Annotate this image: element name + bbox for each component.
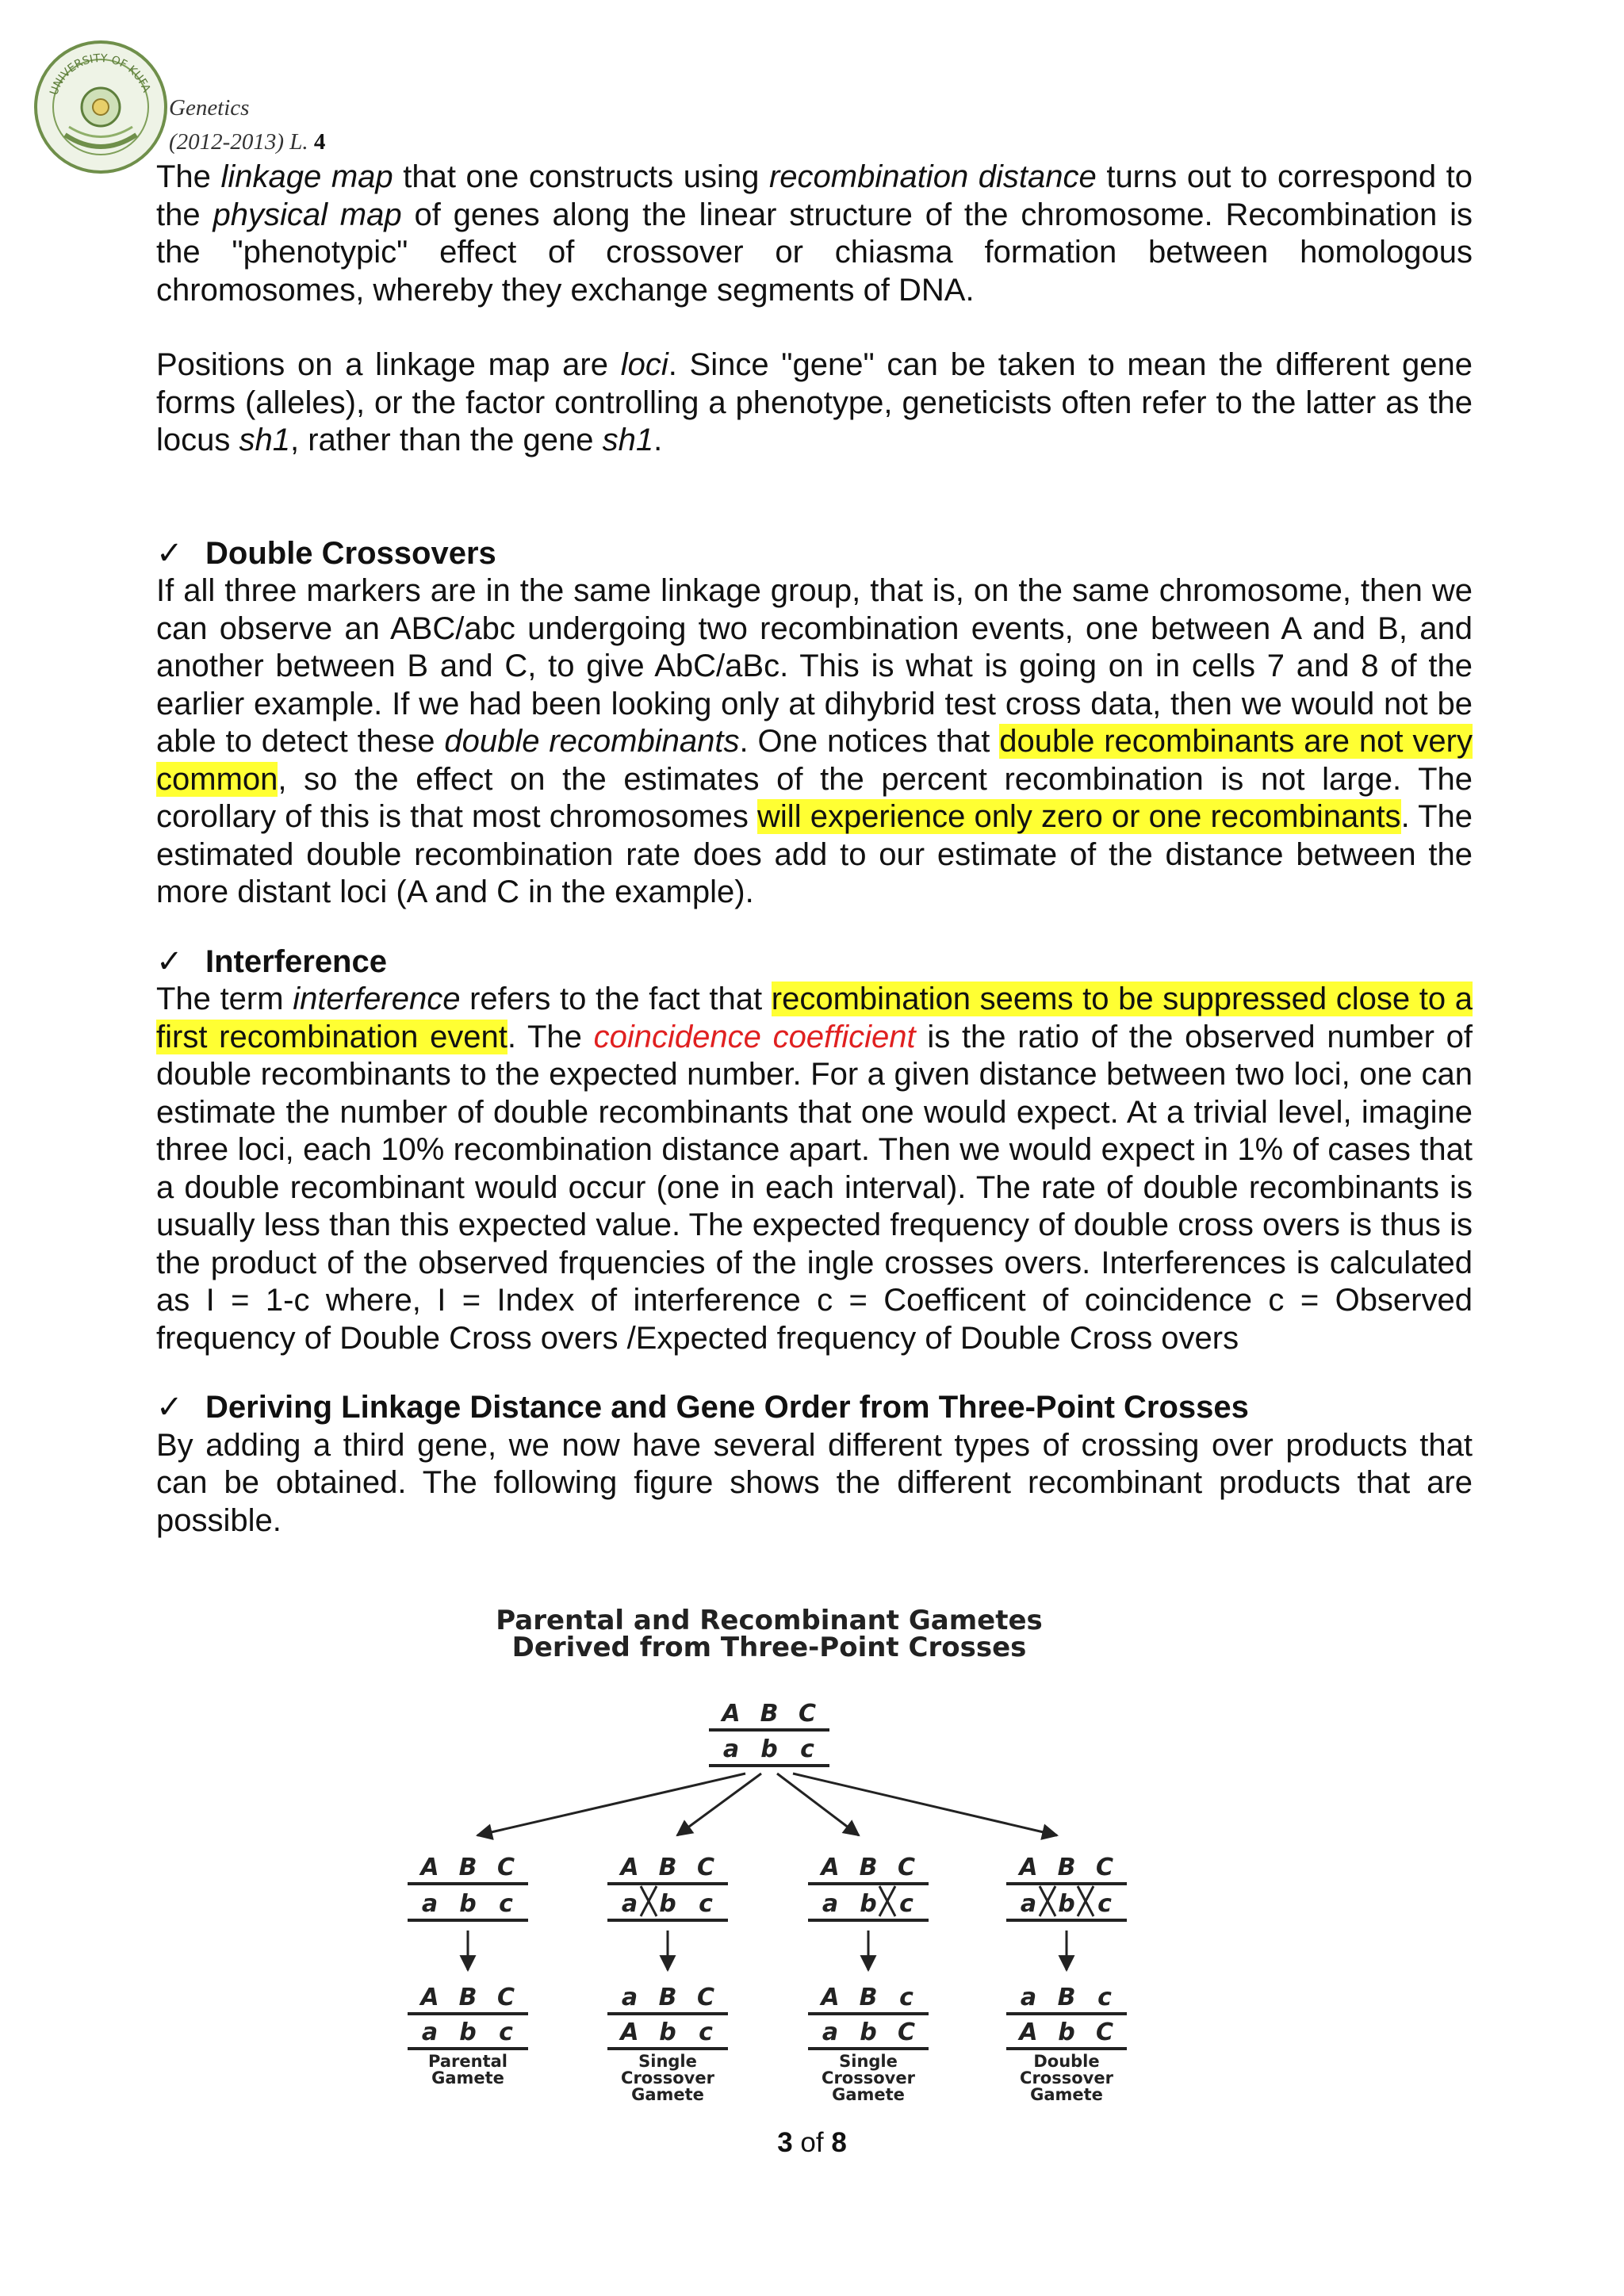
course-year-lecture: (2012-2013) L. 4 xyxy=(169,129,326,155)
allele-label: b xyxy=(860,1890,877,1918)
allele-label: C xyxy=(1095,2019,1114,2046)
allele-label: A xyxy=(1019,1854,1038,1881)
figure-title-line1: Parental and Recombinant Gametes xyxy=(496,1605,1043,1636)
allele-label: b xyxy=(659,2019,676,2046)
allele-label: A xyxy=(821,1854,840,1881)
heading-three-point: ✓ Deriving Linkage Distance and Gene Order from Three-Point Crosses xyxy=(156,1389,1473,1427)
allele-label: c xyxy=(499,1890,513,1918)
allele-label: a xyxy=(421,1890,439,1918)
allele-label: c xyxy=(1097,1890,1112,1918)
crossover-column xyxy=(607,1774,761,2104)
allele-label: c xyxy=(899,1890,914,1918)
gamete-label: Single xyxy=(839,2052,898,2071)
top-allele: c xyxy=(800,1735,814,1763)
gametes-figure xyxy=(373,1598,1261,2105)
allele-label: C xyxy=(496,1984,515,2011)
allele-label: b xyxy=(860,2019,877,2046)
allele-label: a xyxy=(421,2019,439,2046)
university-seal xyxy=(33,40,168,174)
paragraph-interference: The term interference refers to the fact that recombination seems to be suppressed close to a first recombination event. The coincidence coefficient is the ratio of the observed number of double recombinants to the expected number. For a given distance between two loci, one can estimate the number of double recombinants that one would expect. At a trivial level, imagine three loci, each 10% recombination distance apart. Then we would expect in 1% of cases that a double recombinant would occur (one in each interval). The rate of double recombinants is usually less than this expected value. The expected frequency of double cross overs is thus is the product of the observed frquencies of the ingle crosses overs. Interferences is calculated as I = 1-c where, I = Index of interference c = Coefficent of coincidence c = Observed frequency of Double Cross overs /Expected frequency of Double Cross overs xyxy=(156,982,1473,1356)
gamete-label: Gamete xyxy=(631,2085,704,2104)
allele-label: b xyxy=(1058,2019,1075,2046)
gamete-label: Crossover xyxy=(621,2068,714,2087)
allele-label: a xyxy=(621,1890,638,1918)
allele-label: c xyxy=(899,1984,914,2011)
check-icon: ✓ xyxy=(156,1390,183,1425)
allele-label: A xyxy=(1019,2019,1038,2046)
paragraph-three-point: By adding a third gene, we now have several different types of crossing over products that can be obtained. The following figure shows the different recombinant products that are possible. xyxy=(156,1427,1473,1538)
allele-label: B xyxy=(458,1984,477,2011)
coincidence-coefficient-term: coincidence coefficient xyxy=(593,1019,916,1054)
gamete-label: Crossover xyxy=(1020,2068,1113,2087)
crossover-column xyxy=(777,1774,929,2104)
check-icon: ✓ xyxy=(156,535,183,571)
gamete-label: Single xyxy=(638,2052,697,2071)
allele-label: A xyxy=(420,1984,439,2011)
allele-label: A xyxy=(620,2019,639,2046)
allele-label: B xyxy=(658,1854,677,1881)
allele-label: b xyxy=(459,2019,477,2046)
crossover-column xyxy=(408,1774,745,2087)
allele-label: c xyxy=(699,1890,713,1918)
allele-label: C xyxy=(1095,1854,1114,1881)
allele-label: b xyxy=(659,1890,676,1918)
gamete-label: Parental xyxy=(428,2052,508,2071)
allele-label: B xyxy=(859,1984,878,2011)
allele-label: b xyxy=(1058,1890,1075,1918)
allele-label: A xyxy=(420,1854,439,1881)
paragraph-double-crossovers: If all three markers are in the same linkage group, that is, on the same chromosome, then we can observe an ABC/abc undergoing two recombination events, one between A and B, and another between B and C, to give AbC/aBc. This is what is going on in cells 7 and 8 of the earlier example. If we had been looking only at dihybrid test cross data, then we would not be able to detect these double recombinants. One notices that double recombinants are not very common, so the effect on the estimates of the percent recombination is not large. The corollary of this is that most chromosomes will experience only zero or one recombinants. The estimated double recombination rate does add to our estimate of the distance between the more distant loci (A and C in the example). xyxy=(156,573,1473,909)
check-icon: ✓ xyxy=(156,943,183,979)
paragraph-linkage-map: The linkage map that one constructs using recombination distance turns out to correspond to the physical map of genes along the linear structure of the chromosome. Recombination is the "phenotypic" effect of crossover or chiasma formation between homologous chromosomes, whereby they exchange segments of DNA. xyxy=(156,159,1473,308)
allele-label: c xyxy=(1097,1984,1112,2011)
top-allele: C xyxy=(798,1700,817,1728)
allele-label: A xyxy=(620,1854,639,1881)
arrow xyxy=(677,1774,761,1835)
allele-label: a xyxy=(822,2019,839,2046)
allele-label: C xyxy=(496,1854,515,1881)
gamete-label: Double xyxy=(1033,2052,1100,2071)
allele-label: C xyxy=(897,1854,916,1881)
top-allele: a xyxy=(722,1735,740,1763)
document-body xyxy=(156,159,1473,1540)
allele-label: B xyxy=(458,1854,477,1881)
allele-label: B xyxy=(1057,1984,1076,2011)
gamete-label: Gamete xyxy=(1030,2085,1103,2104)
gamete-label: Gamete xyxy=(431,2068,504,2087)
arrow xyxy=(777,1774,859,1835)
allele-label: C xyxy=(696,1984,715,2011)
paragraph-loci: Positions on a linkage map are loci. Since "gene" can be taken to mean the different gene forms (alleles), or the factor controlling a phenotype, geneticists often refer to the latter as the locus sh1, rather than the gene sh1. xyxy=(156,347,1473,457)
course-title: Genetics xyxy=(169,95,250,121)
gamete-label: Crossover xyxy=(822,2068,915,2087)
allele-label: c xyxy=(499,2019,513,2046)
allele-label: C xyxy=(696,1854,715,1881)
crossover-columns xyxy=(408,1774,1127,2104)
top-allele: A xyxy=(722,1700,741,1728)
allele-label: a xyxy=(621,1984,638,2011)
allele-label: A xyxy=(821,1984,840,2011)
allele-label: a xyxy=(1020,1984,1037,2011)
top-allele: B xyxy=(760,1700,779,1728)
allele-label: C xyxy=(897,2019,916,2046)
allele-label: c xyxy=(699,2019,713,2046)
allele-label: B xyxy=(658,1984,677,2011)
top-chromosome-pair xyxy=(709,1700,829,1766)
highlight-not-common: double recombinants are not very common xyxy=(156,724,1473,797)
allele-label: b xyxy=(459,1890,477,1918)
heading-interference: ✓ Interference xyxy=(156,943,1473,982)
allele-label: a xyxy=(822,1890,839,1918)
highlight-suppressed: recombination seems to be suppressed close to a first recombination event xyxy=(156,982,1473,1054)
highlight-zero-or-one: will experience only zero or one recombinants xyxy=(757,799,1401,834)
svg-text:UNIVERSITY OF KUFA: UNIVERSITY OF KUFA xyxy=(48,52,153,98)
arrow xyxy=(793,1774,1057,1835)
allele-label: a xyxy=(1020,1890,1037,1918)
top-allele: b xyxy=(760,1735,778,1763)
allele-label: B xyxy=(859,1854,878,1881)
allele-label: B xyxy=(1057,1854,1076,1881)
page-number: 3 of 8 xyxy=(777,2127,847,2158)
arrow xyxy=(477,1774,745,1835)
figure-title-line2: Derived from Three-Point Crosses xyxy=(511,1632,1027,1663)
gamete-label: Gamete xyxy=(832,2085,905,2104)
heading-double-crossovers: ✓ Double Crossovers xyxy=(156,535,1473,573)
